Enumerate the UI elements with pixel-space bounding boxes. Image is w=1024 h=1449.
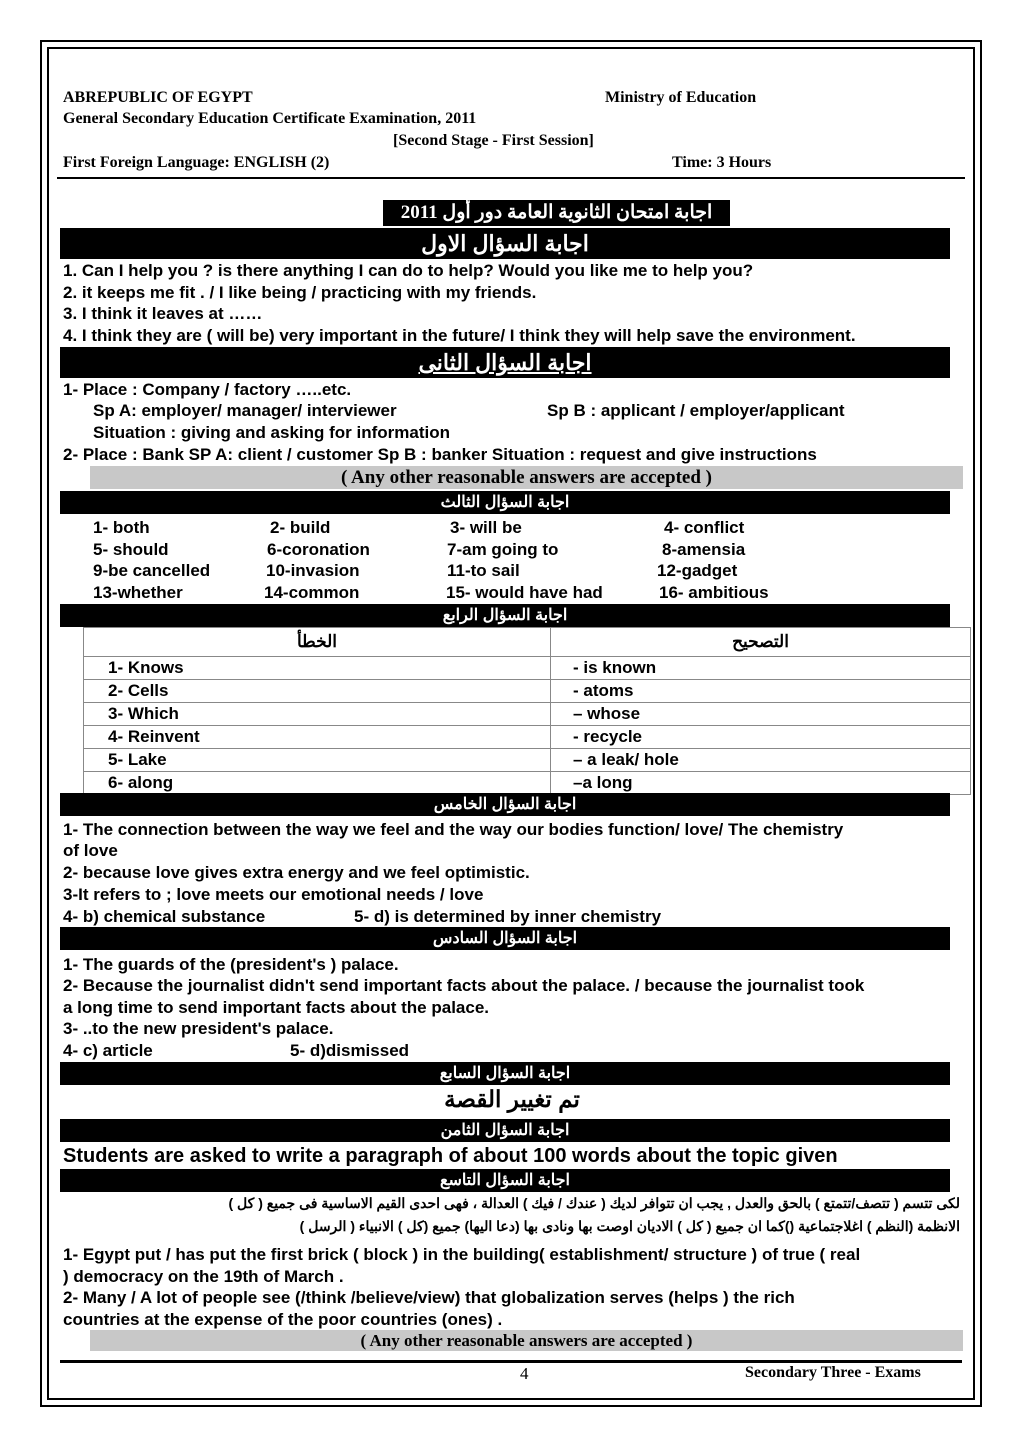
q6-line2b: a long time to send important facts about the palace.	[63, 998, 490, 1017]
q3-answer: 2- build	[270, 518, 331, 537]
q4-heading-text: اجابة السؤال الرابع	[442, 607, 568, 624]
q3-heading	[60, 491, 950, 514]
q3-answer: 8-amensia	[662, 540, 746, 559]
correction-cell: - is known	[551, 657, 971, 680]
q3-answer: 11-to sail	[447, 561, 520, 580]
q5-line4a: 4- b) chemical substance	[63, 907, 266, 926]
column-header-error: الخطأ	[84, 628, 551, 657]
q1-line: 1. Can I help you ? is there anything I can do to help? Would you like me to help you?	[63, 261, 754, 280]
q1-heading-text: اجابة السؤال الاول	[421, 231, 589, 256]
table-row	[84, 680, 971, 703]
q3-answer: 16- ambitious	[659, 583, 769, 602]
error-cell: 3- Which	[84, 703, 551, 726]
q5-line1a: 1- The connection between the way we feel and the way our bodies function/ love/ The chemistry	[63, 820, 844, 839]
q1-line: 4. I think they are ( will be) very important in the future/ I think they will help save the environment.	[63, 326, 856, 345]
exam-title: General Secondary Education Certificate Examination, 2011	[63, 110, 477, 127]
q6-line1: 1- The guards of the (president's ) palace.	[63, 955, 399, 974]
error-cell: 2- Cells	[84, 680, 551, 703]
q8-heading-text: اجابة السؤال الثامن	[440, 1122, 570, 1139]
q7-note: تم تغيير القصة	[444, 1086, 580, 1112]
table-row	[84, 749, 971, 772]
q3-answer: 1- both	[93, 518, 150, 537]
q3-answer: 3- will be	[450, 518, 522, 537]
q3-answer: 4- conflict	[664, 518, 745, 537]
q3-answer: 10-invasion	[266, 561, 360, 580]
q8-text: Students are asked to write a paragraph of about 100 words about the topic given	[63, 1145, 838, 1167]
table-row	[84, 726, 971, 749]
q9-arabic-line1: لكى تتسم ( تتصف/تتمتع ) بالحق والعدل , يجب ان تتوافر لديك ( عندك / فيك ) العدالة ، فهى احدى القيم الاساسية فى جميع ( كل )	[228, 1195, 960, 1211]
q5-heading	[60, 793, 950, 816]
q2-note: ( Any other reasonable answers are accepted )	[90, 466, 963, 489]
q1-line: 2. it keeps me fit . / I like being / practicing with my friends.	[63, 283, 537, 302]
table-row	[84, 772, 971, 795]
q9-line1a: 1- Egypt put / has put the first brick ( block ) in the building( establishment/ structure ) of true ( real	[63, 1245, 861, 1264]
q5-heading-text: اجابة السؤال الخامس	[433, 796, 577, 813]
correction-cell: – a leak/ hole	[551, 749, 971, 772]
q1-line: 3. I think it leaves at ……	[63, 304, 263, 323]
q3-heading-text: اجابة السؤال الثالث	[440, 494, 570, 511]
q2-speaker-a: Sp A: employer/ manager/ interviewer	[93, 401, 397, 420]
q2-heading	[60, 347, 950, 378]
correction-cell: – whose	[551, 703, 971, 726]
q2-line2: 2- Place : Bank SP A: client / customer Sp B : banker Situation : request and give instructions	[63, 445, 817, 464]
error-cell: 5- Lake	[84, 749, 551, 772]
error-cell: 4- Reinvent	[84, 726, 551, 749]
q9-arabic-line2: الانظمة (النظم ) اغلاجتماعية ()كما ان جميع ( كل ) الاديان اوصت بها ونادى بها (دعا اليها) جميع (كل ) الانبياء ( الرسل )	[299, 1218, 960, 1234]
main-title-text: اجابة امتحان الثانوية العامة دور أول 2011	[400, 202, 713, 223]
q2-line1: 1- Place : Company / factory …..etc.	[63, 380, 352, 399]
subject-label: First Foreign Language: ENGLISH (2)	[63, 154, 330, 171]
ministry-label: Ministry of Education	[605, 89, 757, 106]
q6-line4b: 5- d)dismissed	[290, 1041, 410, 1060]
main-title	[383, 200, 730, 226]
time-label: Time: 3 Hours	[672, 154, 772, 171]
q3-answer: 7-am going to	[447, 540, 559, 559]
correction-cell: –a long	[551, 772, 971, 795]
q9-line1b: ) democracy on the 19th of March .	[63, 1267, 344, 1286]
q6-line3: 3- ..to the new president's palace.	[63, 1019, 334, 1038]
q7-heading	[60, 1062, 950, 1085]
footer-divider	[60, 1360, 962, 1363]
q9-note: ( Any other reasonable answers are accepted )	[90, 1330, 963, 1351]
q9-line2a: 2- Many / A lot of people see (/think /believe/view) that globalization serves (helps ) the rich	[63, 1288, 795, 1307]
error-correction-table	[83, 627, 971, 795]
q6-line4a: 4- c) article	[63, 1041, 153, 1060]
q2-heading-text: اجابة السؤال الثانى	[418, 350, 592, 375]
correction-cell: - recycle	[551, 726, 971, 749]
q5-line4b: 5- d) is determined by inner chemistry	[354, 907, 662, 926]
q9-line2b: countries at the expense of the poor countries (ones) .	[63, 1310, 503, 1329]
q8-heading	[60, 1119, 950, 1142]
q3-answer: 5- should	[93, 540, 169, 559]
footer-series: Secondary Three - Exams	[745, 1364, 921, 1381]
header-divider	[57, 177, 965, 179]
q2-situation: Situation : giving and asking for information	[93, 423, 450, 442]
table-row	[84, 703, 971, 726]
q2-speaker-b: Sp B : applicant / employer/applicant	[547, 401, 845, 420]
exam-stage: [Second Stage - First Session]	[393, 132, 594, 149]
error-cell: 1- Knows	[84, 657, 551, 680]
table-row	[84, 657, 971, 680]
q1-heading	[60, 228, 950, 259]
q3-answer: 14-common	[264, 583, 360, 602]
q6-heading	[60, 927, 950, 950]
correction-cell: - atoms	[551, 680, 971, 703]
column-header-correction: التصحيح	[551, 628, 971, 657]
page-number: 4	[520, 1364, 529, 1383]
q3-answer: 9-be cancelled	[93, 561, 211, 580]
q3-answer: 15- would have had	[446, 583, 603, 602]
q3-answer: 6-coronation	[267, 540, 370, 559]
q6-heading-text: اجابة السؤال السادس	[432, 930, 578, 947]
q3-answer: 12-gadget	[657, 561, 738, 580]
q9-heading-text: اجابة السؤال التاسع	[439, 1172, 570, 1189]
q9-heading	[60, 1169, 950, 1192]
q4-heading	[60, 604, 950, 627]
q7-heading-text: اجابة السؤال السابع	[439, 1065, 571, 1082]
error-cell: 6- along	[84, 772, 551, 795]
q3-answer: 13-whether	[93, 583, 183, 602]
q5-line2: 2- because love gives extra energy and we feel optimistic.	[63, 863, 530, 882]
table-header-row	[84, 628, 971, 657]
q5-line3: 3-It refers to ; love meets our emotional needs / love	[63, 885, 484, 904]
q6-line2a: 2- Because the journalist didn't send important facts about the palace. / because the journalist took	[63, 976, 865, 995]
q5-line1b: of love	[63, 841, 118, 860]
republic-label: ABREPUBLIC OF EGYPT	[63, 89, 253, 106]
